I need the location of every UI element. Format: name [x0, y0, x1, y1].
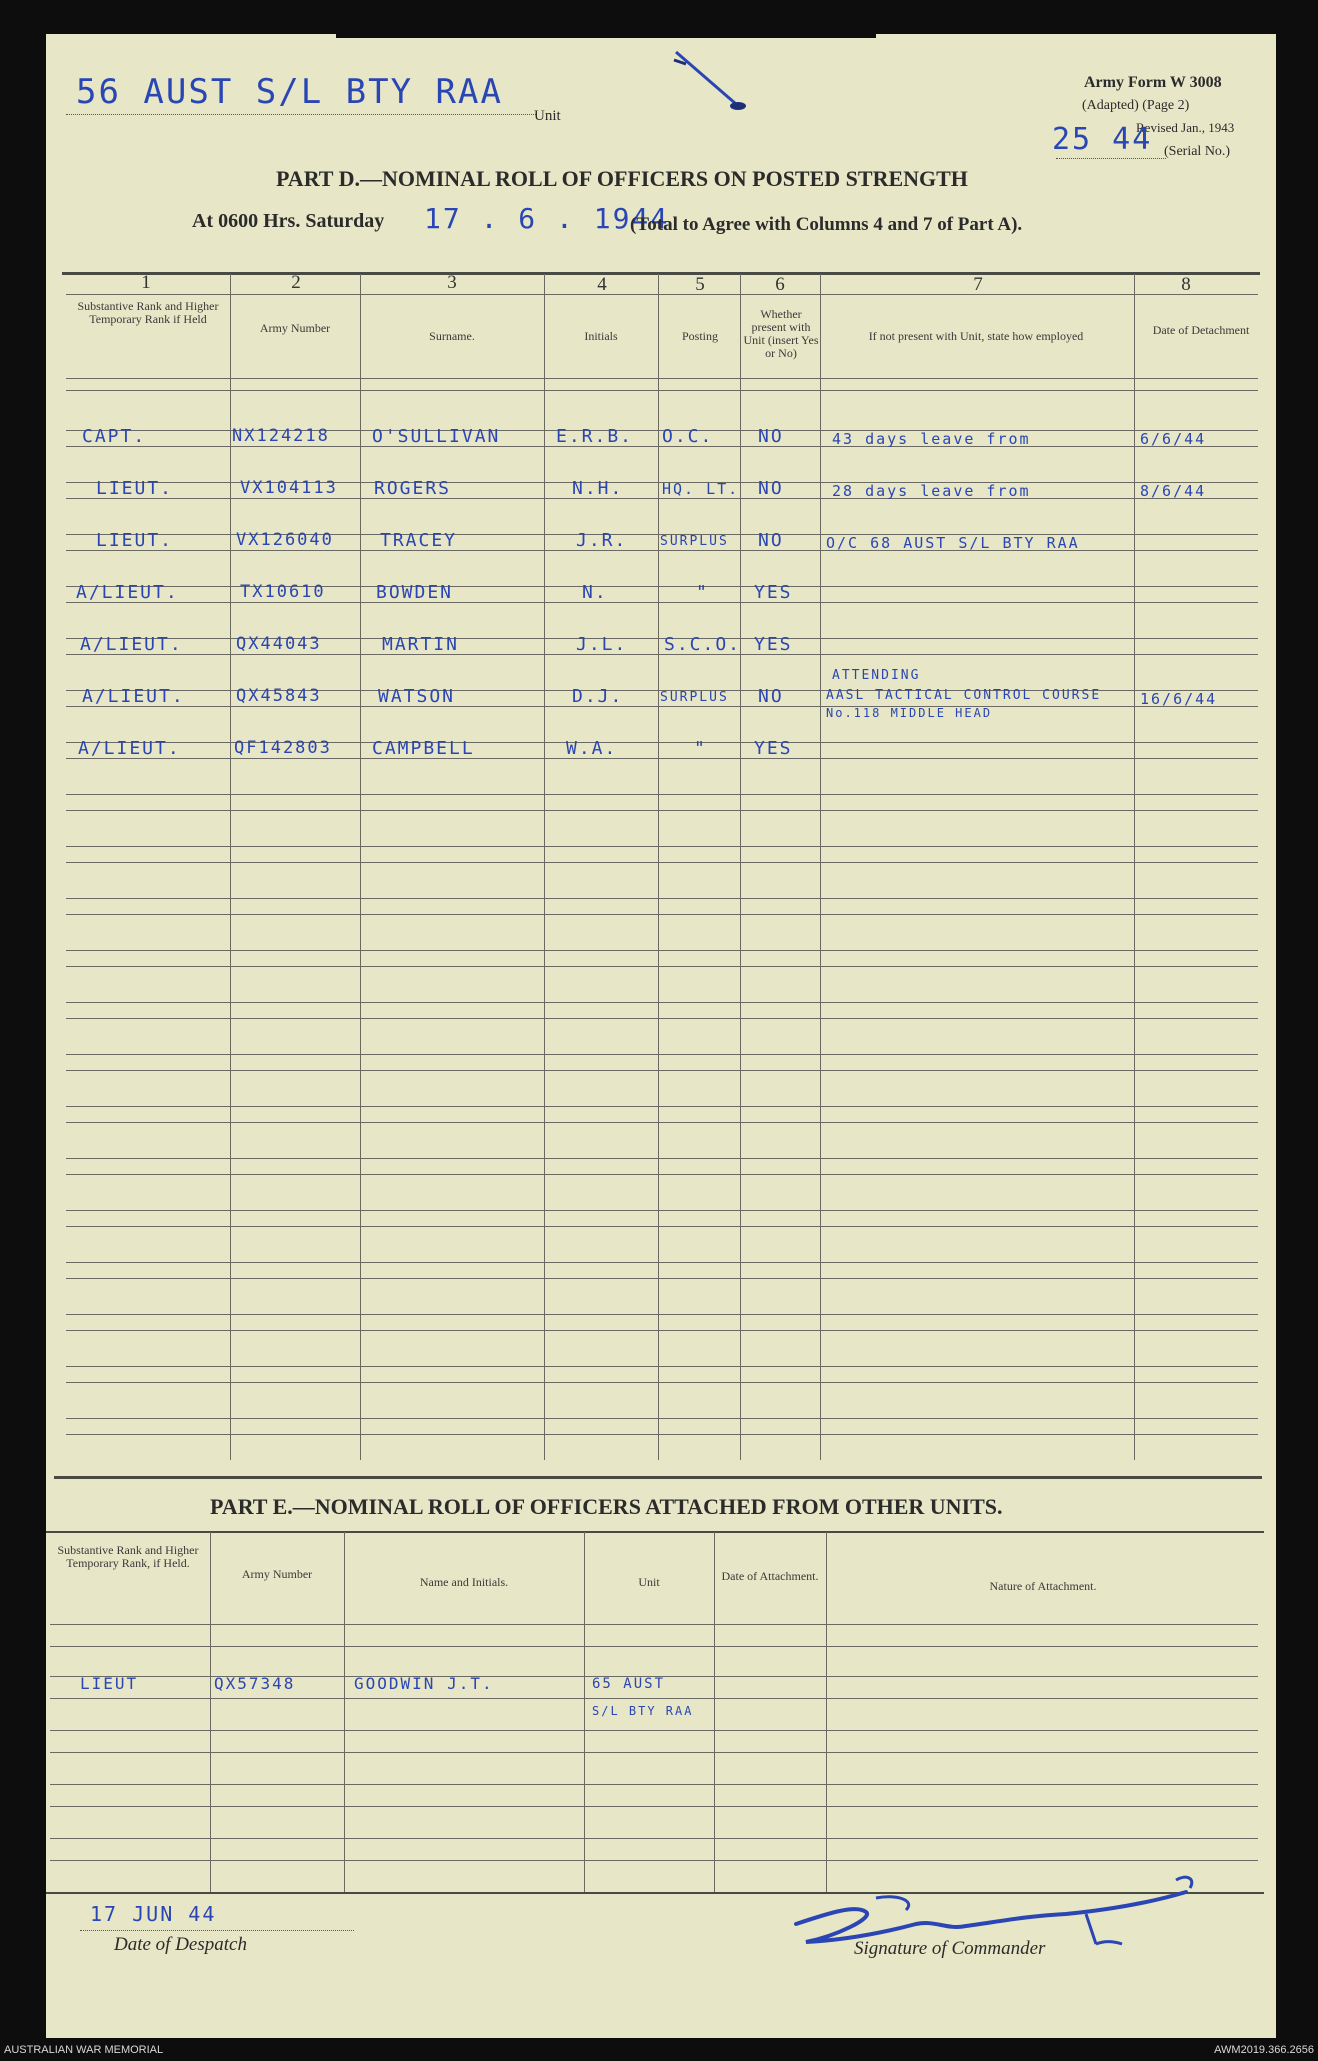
row-rule — [66, 654, 1258, 655]
col-header-initials: Initials — [584, 329, 618, 343]
row1-surname: O'SULLIVAN — [372, 426, 501, 447]
unit-label: Unit — [534, 108, 561, 124]
row-rule — [50, 1752, 1258, 1753]
row4-present: YES — [754, 582, 793, 603]
part-d-title: PART D.—NOMINAL ROLL OF OFFICERS ON POSTED STRENGTH — [276, 166, 968, 191]
row6-employed-line1: ATTENDING — [832, 668, 921, 683]
part-e-header-name: Name and Initials. — [419, 1575, 509, 1589]
row3-posting: SURPLUS — [660, 534, 729, 549]
row6-rank: A/LIEUT. — [82, 686, 185, 707]
pen-mark — [666, 42, 756, 122]
part-e-title: PART E.—NOMINAL ROLL OF OFFICERS ATTACHED FROM OTHER UNITS. — [210, 1494, 1003, 1519]
row7-rank: A/LIEUT. — [78, 738, 181, 759]
row6-army-number: QX45843 — [236, 686, 322, 706]
signature-label: Signature of Commander — [854, 1938, 1046, 1959]
row5-rank: A/LIEUT. — [80, 634, 183, 655]
row1-present: NO — [758, 426, 784, 447]
part-e-header-unit: Unit — [638, 1575, 660, 1589]
row2-detachment-date: 8/6/44 — [1140, 482, 1207, 500]
column-divider — [658, 274, 659, 1460]
row7-initials: W.A. — [566, 738, 618, 759]
row6-present: NO — [758, 686, 784, 707]
row3-employed: O/C 68 AUST S/L BTY RAA — [826, 534, 1080, 552]
col-header-army-number: Army Number — [259, 321, 331, 335]
row-rule — [66, 862, 1258, 863]
row-rule — [66, 498, 1258, 499]
row4-army-number: TX10610 — [240, 582, 326, 602]
unit-value: 56 AUST S/L BTY RAA — [76, 72, 503, 112]
row1-detachment-date: 6/6/44 — [1140, 430, 1207, 448]
col-header-present: Whether present with Unit (insert Yes or No) — [743, 307, 819, 360]
row7-surname: CAMPBELL — [372, 738, 475, 759]
part-e-row1-unit-line1: 65 AUST — [592, 1676, 666, 1692]
row-rule — [66, 1226, 1258, 1227]
row1-rank: CAPT. — [82, 426, 147, 447]
row-rule — [66, 1002, 1258, 1003]
form-id: Army Form W 3008 — [1084, 74, 1222, 91]
row-rule — [50, 1646, 1258, 1647]
row-rule — [50, 1730, 1258, 1731]
row-rule — [66, 1210, 1258, 1211]
col-header-surname: Surname. — [429, 329, 475, 343]
row-rule — [66, 1174, 1258, 1175]
total-note: (Total to Agree with Columns 4 and 7 of Part A). — [630, 214, 1023, 235]
row-rule — [66, 602, 1258, 603]
col-number-4: 4 — [597, 274, 607, 295]
row-rule — [66, 758, 1258, 759]
row5-surname: MARTIN — [382, 634, 460, 655]
col-number-8: 8 — [1181, 274, 1191, 295]
row4-posting: " — [696, 582, 709, 603]
row4-surname: BOWDEN — [376, 582, 454, 603]
column-divider — [230, 274, 231, 1460]
row4-initials: N. — [582, 582, 608, 603]
row-rule — [50, 1698, 1258, 1699]
unit-dotted-line — [66, 114, 536, 115]
torn-edge — [336, 28, 876, 38]
row2-employed: 28 days leave from — [832, 482, 1031, 500]
row6-employed-line3: No.118 MIDDLE HEAD — [826, 706, 993, 720]
row2-posting: HQ. LT. — [662, 480, 740, 498]
row1-army-number: NX124218 — [232, 426, 330, 446]
row-rule — [66, 706, 1258, 707]
row5-present: YES — [754, 634, 793, 655]
row-rule — [50, 1806, 1258, 1807]
col-number-6: 6 — [775, 274, 785, 295]
table-rule — [66, 378, 1258, 379]
despatch-date-value: 17 JUN 44 — [90, 1902, 217, 1926]
row-rule — [66, 846, 1258, 847]
row-rule — [66, 1434, 1258, 1435]
row-rule — [66, 1122, 1258, 1123]
row-rule — [50, 1624, 1258, 1625]
row-rule — [66, 1366, 1258, 1367]
row-rule — [66, 1262, 1258, 1263]
part-e-row1-rank: LIEUT — [80, 1674, 139, 1693]
row3-present: NO — [758, 530, 784, 551]
row-rule — [66, 794, 1258, 795]
row-rule — [66, 898, 1258, 899]
row3-initials: J.R. — [576, 530, 628, 551]
archive-credit: AUSTRALIAN WAR MEMORIAL — [4, 2044, 164, 2056]
col-number-1: 1 — [141, 272, 151, 293]
archive-reference: AWM2019.366.2656 — [1214, 2044, 1314, 2056]
row4-rank: A/LIEUT. — [76, 582, 179, 603]
row-rule — [66, 1330, 1258, 1331]
date-value: 17 . 6 . 1944 — [424, 202, 670, 235]
time-label: At 0600 Hrs. Saturday — [192, 210, 385, 232]
row-rule — [66, 1054, 1258, 1055]
col-header-detachment: Date of Detachment — [1152, 323, 1250, 337]
part-e-header-nature: Nature of Attachment. — [989, 1579, 1097, 1593]
row2-present: NO — [758, 478, 784, 499]
col-header-posting: Posting — [681, 329, 718, 343]
serial-label: (Serial No.) — [1164, 144, 1231, 159]
part-e-header-army-number: Army Number — [241, 1567, 313, 1581]
row6-surname: WATSON — [378, 686, 456, 707]
column-divider — [820, 274, 821, 1460]
row6-initials: D.J. — [572, 686, 624, 707]
row2-initials: N.H. — [572, 478, 624, 499]
form-revised: Revised Jan., 1943 — [1136, 120, 1235, 135]
table-rule — [66, 390, 1258, 391]
row5-initials: J.L. — [576, 634, 628, 655]
col-number-7: 7 — [973, 274, 983, 295]
row6-posting: SURPLUS — [660, 690, 729, 705]
row1-employed: 43 days leave from — [832, 430, 1031, 448]
row3-army-number: VX126040 — [236, 530, 334, 550]
col-number-5: 5 — [695, 274, 705, 295]
row-rule — [66, 1418, 1258, 1419]
row2-rank: LIEUT. — [96, 478, 174, 499]
row2-army-number: VX104113 — [240, 478, 338, 498]
column-divider — [1134, 274, 1135, 1460]
part-e-row1-army-number: QX57348 — [214, 1674, 296, 1693]
row-rule — [66, 1018, 1258, 1019]
row-rule — [66, 950, 1258, 951]
row7-present: YES — [754, 738, 793, 759]
row7-posting: " — [694, 738, 707, 759]
column-divider — [360, 274, 361, 1460]
table-bottom-rule — [54, 1476, 1262, 1479]
row-rule — [66, 1070, 1258, 1071]
row-rule — [66, 966, 1258, 967]
part-e-row1-name: GOODWIN J.T. — [354, 1674, 494, 1693]
row1-posting: O.C. — [662, 426, 714, 447]
row-rule — [66, 1314, 1258, 1315]
row-rule — [66, 1106, 1258, 1107]
row7-army-number: QF142803 — [234, 738, 332, 758]
row6-employed-line2: AASL TACTICAL CONTROL COURSE — [826, 688, 1102, 703]
row-rule — [66, 1158, 1258, 1159]
part-e-row1-unit-line2: S/L BTY RAA — [592, 1704, 694, 1718]
row-rule — [66, 810, 1258, 811]
row5-posting: S.C.O. — [664, 634, 742, 655]
form-page — [46, 34, 1276, 2038]
row3-rank: LIEUT. — [96, 530, 174, 551]
col-header-employed: If not present with Unit, state how employed — [868, 329, 1084, 343]
column-divider — [740, 274, 741, 1460]
row-rule — [66, 1278, 1258, 1279]
serial-dotted-line — [1056, 158, 1166, 159]
row-rule — [50, 1784, 1258, 1785]
row3-surname: TRACEY — [380, 530, 458, 551]
col-number-2: 2 — [291, 272, 301, 293]
despatch-dotted-line — [80, 1930, 354, 1931]
form-adapted: (Adapted) (Page 2) — [1082, 98, 1190, 113]
part-e-header-rank: Substantive Rank and Higher Temporary Rank, if Held. — [57, 1543, 199, 1570]
column-divider — [544, 274, 545, 1460]
row1-initials: E.R.B. — [556, 426, 634, 447]
col-number-3: 3 — [447, 272, 457, 293]
row6-detachment-date: 16/6/44 — [1140, 690, 1218, 708]
part-e-top-rule — [46, 1531, 1264, 1533]
serial-value: 25 44 — [1052, 122, 1153, 157]
part-e-header-date: Date of Attachment. — [721, 1569, 819, 1583]
row-rule — [50, 1838, 1258, 1839]
col-header-rank: Substantive Rank and Higher Temporary Rank if Held — [77, 299, 219, 326]
row-rule — [66, 1382, 1258, 1383]
row-rule — [66, 914, 1258, 915]
row2-surname: ROGERS — [374, 478, 452, 499]
despatch-label: Date of Despatch — [114, 1934, 247, 1955]
row5-army-number: QX44043 — [236, 634, 322, 654]
